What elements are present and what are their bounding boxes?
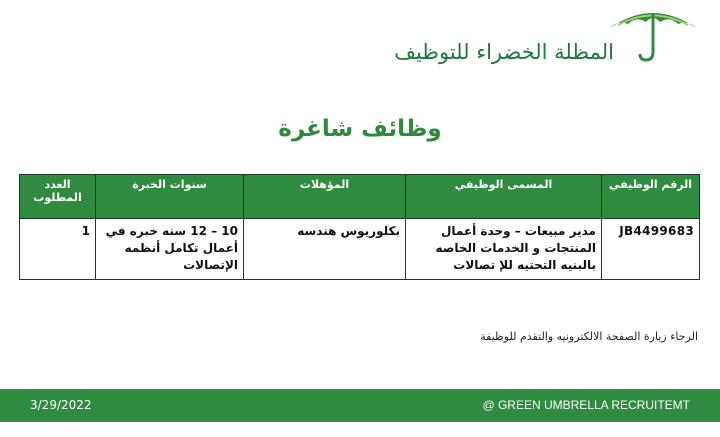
experience-cell: 10 – 12 سنه خبره في أعمال تكامل أنظمه الإتصالات bbox=[96, 219, 244, 280]
column-header-job-id: الرقم الوظيفي bbox=[602, 175, 700, 219]
table-header-row bbox=[20, 175, 700, 219]
page-title: وظائف شاغرة bbox=[278, 116, 442, 142]
company-logo bbox=[372, 6, 702, 68]
column-header-count: العدد المطلوب bbox=[20, 175, 96, 219]
company-name: المظلة الخضراء للتوظيف bbox=[394, 40, 614, 64]
qualifications-cell: بكلوريوس هندسه bbox=[244, 219, 406, 280]
application-note: الرجاء زيارة الصفحة الالكترونيه والتقدم للوظيفة bbox=[480, 330, 698, 343]
job-title-cell: مدير مبيعات – وحدة أعمال المنتجات و الخدمات الخاصه بالبنيه التحتيه للإ تصالات bbox=[406, 219, 602, 280]
column-header-experience: سنوات الخبرة bbox=[96, 175, 244, 219]
footer-bar bbox=[0, 389, 720, 422]
job-id-cell: JB4499683 bbox=[602, 219, 700, 280]
green-umbrella-icon bbox=[604, 6, 702, 64]
table-row bbox=[20, 219, 700, 280]
column-header-qualifications: المؤهلات bbox=[244, 175, 406, 219]
count-cell: 1 bbox=[20, 219, 96, 280]
footer-date: 3/29/2022 bbox=[30, 398, 92, 412]
column-header-job-title: المسمى الوظيفي bbox=[406, 175, 602, 219]
footer-brand: @ GREEN UMBRELLA RECRUITEMT bbox=[482, 398, 690, 412]
vacancies-table bbox=[19, 174, 700, 280]
